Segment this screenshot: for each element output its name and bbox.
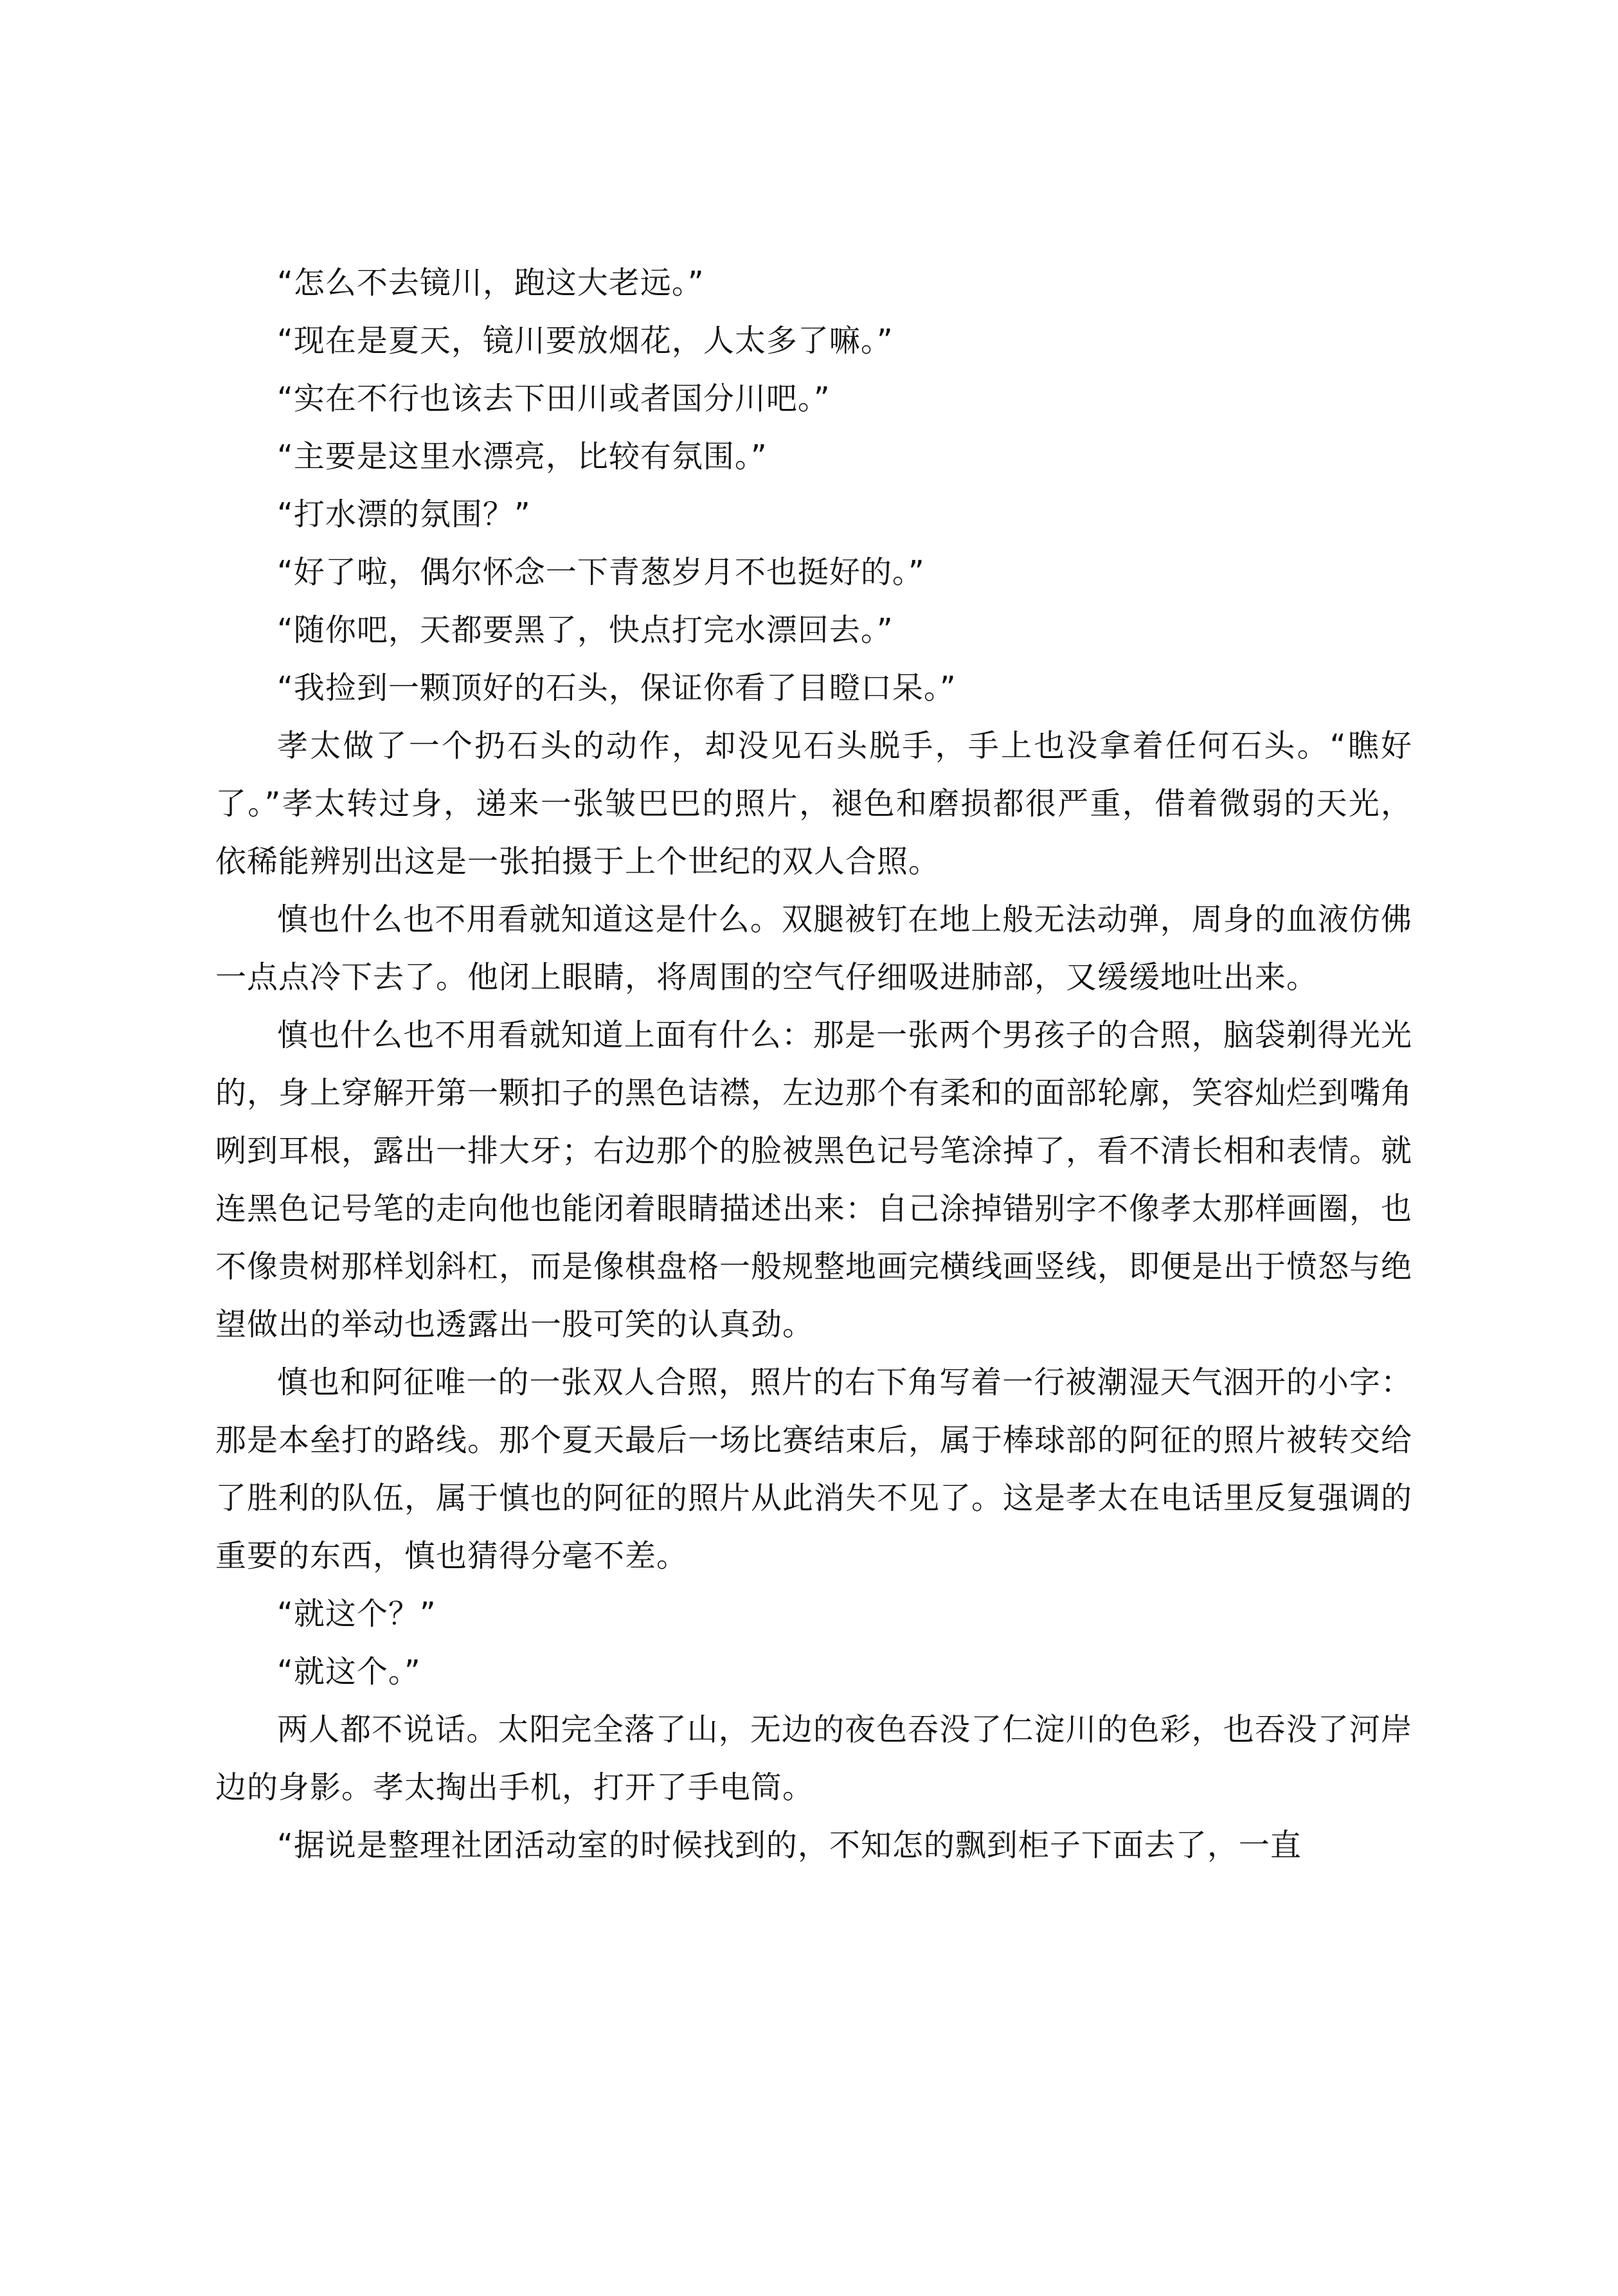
paragraph: “现在是夏天，镜川要放烟花，人太多了嘛。”	[277, 323, 894, 359]
paragraph: “我捡到一颗顶好的石头，保证你看了目瞪口呆。”	[277, 670, 957, 706]
paragraph: 慎也和阿征唯一的一张双人合照，照片的右下角写着一行被潮湿天气洇开的小字：那是本垒打的路线。那个夏天最后一场比赛结束后，属于棒球部的阿征的照片被转交给了胜利的队伍，属于慎也的阿征的照片从此消失不见了。这是孝太在电话里反复强调的重要的东西，慎也猜得分毫不差。	[215, 1364, 1413, 1574]
paragraph: “怎么不去镜川，跑这大老远。”	[277, 265, 705, 301]
paragraph: “就这个。”	[277, 1654, 421, 1690]
paragraph: 两人都不说话。太阳完全落了山，无边的夜色吞没了仁淀川的色彩，也吞没了河岸边的身影。孝太掏出手机，打开了手电筒。	[215, 1712, 1412, 1805]
text-body	[215, 254, 1412, 1874]
paragraph: “实在不行也该去下田川或者国分川吧。”	[277, 381, 831, 417]
paragraph: “好了啦，偶尔怀念一下青葱岁月不也挺好的。”	[277, 554, 925, 590]
paragraph: “打水漂的氛围？”	[277, 496, 531, 532]
paragraph: “主要是这里水漂亮，比较有氛围。”	[277, 438, 768, 475]
paragraph: 孝太做了一个扔石头的动作，却没见石头脱手，手上也没拿着任何石头。“瞧好了。”孝太转过身，递来一张皱巴巴的照片，褪色和磨损都很严重，借着微弱的天光，依稀能辨别出这是一张拍摄于上个世纪的双人合照。	[215, 728, 1412, 880]
paragraph: 慎也什么也不用看就知道这是什么。双腿被钉在地上般无法动弹，周身的血液仿佛一点点冷下去了。他闭上眼睛，将周围的空气仔细吸进肺部，又缓缓地吐出来。	[215, 901, 1412, 995]
paragraph: “就这个？”	[277, 1596, 436, 1632]
paragraph: “随你吧，天都要黑了，快点打完水漂回去。”	[277, 612, 894, 648]
paragraph: “据说是整理社团活动室的时候找到的，不知怎的飘到柜子下面去了，一直	[277, 1827, 1302, 1863]
paragraph: 慎也什么也不用看就知道上面有什么：那是一张两个男孩子的合照，脑袋剃得光光的，身上穿解开第一颗扣子的黑色诘襟，左边那个有柔和的面部轮廓，笑容灿烂到嘴角咧到耳根，露出一排大牙；右边那个的脸被黑色记号笔涂掉了，看不清长相和表情。就连黑色记号笔的走向他也能闭着眼睛描述出来：自己涂掉错别字不像孝太那样画圈，也不像贵树那样划斜杠，而是像棋盘格一般规整地画完横线画竖线，即便是出于愤怒与绝望做出的举动也透露出一股可笑的认真劲。	[215, 1017, 1413, 1342]
